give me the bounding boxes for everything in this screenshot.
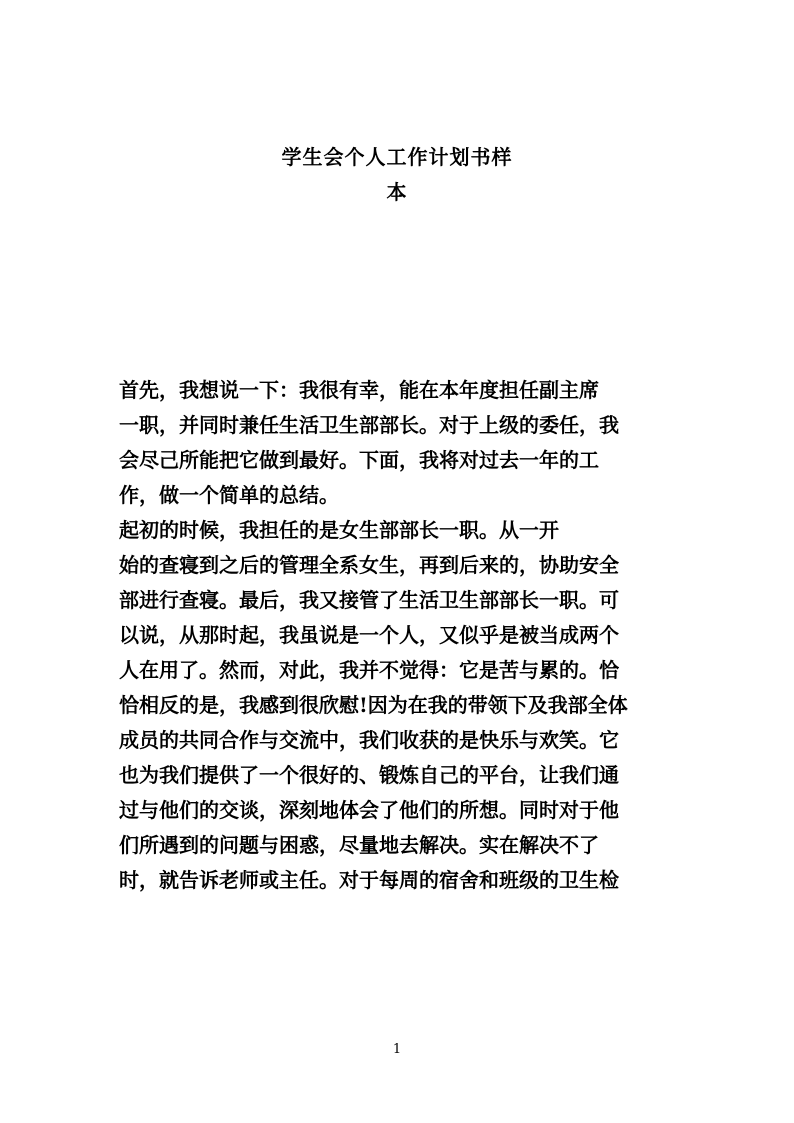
body-line: 以说，从那时起，我虽说是一个人，又似乎是被当成两个 (119, 623, 619, 647)
body-line: 部进行查寝。最后，我又接管了生活卫生部部长一职。可 (119, 588, 619, 612)
body-line: 们所遇到的问题与困惑，尽量地去解决。实在解决不了 (119, 833, 599, 857)
body-line: 也为我们提供了一个很好的、锻炼自己的平台，让我们通 (119, 763, 619, 787)
body-line: 成员的共同合作与交流中，我们收获的是快乐与欢笑。它 (119, 728, 619, 752)
document-body (119, 373, 679, 898)
body-line: 恰相反的是，我感到很欣慰!因为在我的带领下及我部全体 (119, 693, 628, 717)
body-line: 始的查寝到之后的管理全系女生，再到后来的，协助安全 (119, 553, 619, 577)
body-line: 一职，并同时兼任生活卫生部部长。对于上级的委任，我 (119, 413, 619, 437)
body-line: 会尽己所能把它做到最好。下面，我将对过去一年的工 (119, 448, 599, 472)
body-line: 人在用了。然而，对此，我并不觉得：它是苦与累的。恰 (119, 658, 619, 682)
body-line: 起初的时候，我担任的是女生部部长一职。从一开 (119, 518, 559, 542)
body-line: 时，就告诉老师或主任。对于每周的宿舍和班级的卫生检 (119, 868, 619, 892)
title-line: 学生会个人工作计划书样 (281, 145, 513, 169)
title-line: 本 (386, 180, 408, 204)
page-number: 1 (392, 1042, 402, 1057)
body-line: 过与他们的交谈，深刻地体会了他们的所想。同时对于他 (119, 798, 619, 822)
document-title (0, 140, 794, 210)
body-line: 首先，我想说一下：我很有幸，能在本年度担任副主席 (119, 378, 599, 402)
body-line: 作，做一个简单的总结。 (119, 483, 339, 507)
